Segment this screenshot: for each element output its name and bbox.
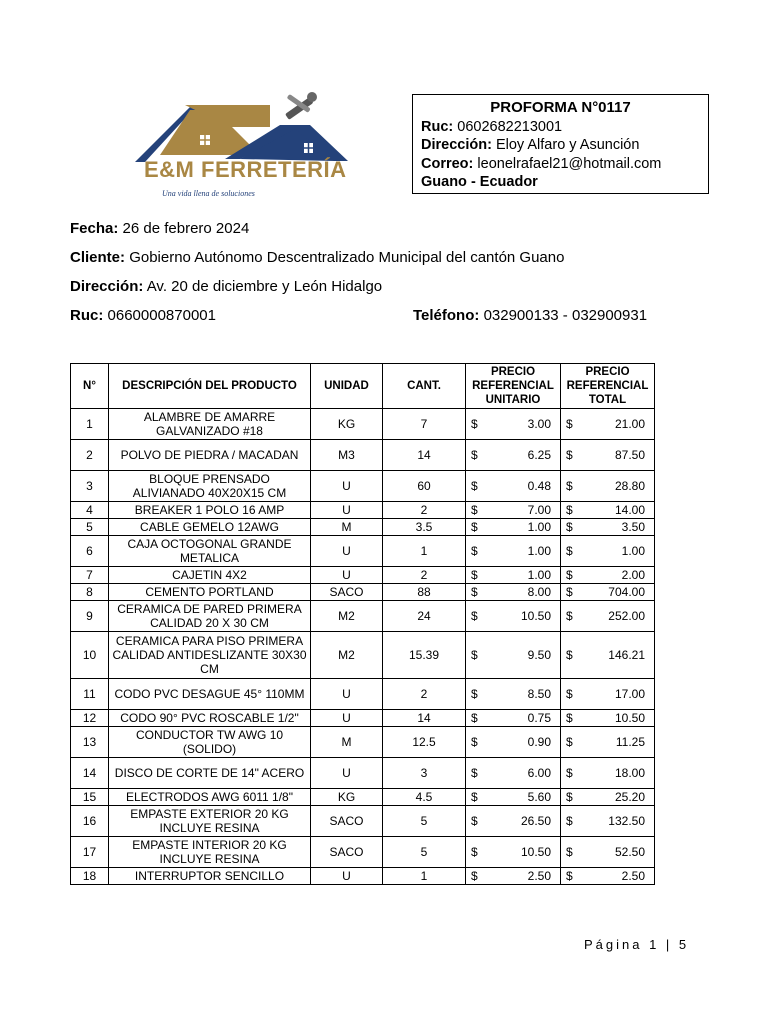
row-quantity: 7 (383, 409, 466, 440)
currency-symbol: $ (566, 503, 573, 517)
amount: 8.50 (527, 687, 551, 701)
row-unit-price (466, 440, 561, 471)
currency-symbol: $ (566, 479, 573, 493)
row-quantity: 12.5 (383, 727, 466, 758)
amount: 0.90 (527, 735, 551, 749)
row-quantity: 88 (383, 584, 466, 601)
currency-symbol: $ (471, 520, 478, 534)
direccion-field: Dirección: Av. 20 de diciembre y León Hidalgo (70, 278, 383, 295)
amount: 704.00 (608, 585, 645, 599)
row-quantity: 5 (383, 837, 466, 868)
table-row (71, 584, 655, 601)
currency-symbol: $ (471, 503, 478, 517)
currency-symbol: $ (566, 648, 573, 662)
amount: 10.50 (520, 845, 551, 859)
currency-symbol: $ (471, 869, 478, 883)
row-unit-price (466, 519, 561, 536)
row-number: 14 (71, 758, 109, 789)
row-unit-price (466, 567, 561, 584)
row-quantity: 2 (383, 679, 466, 710)
row-unit: U (311, 758, 383, 789)
row-description: CODO 90° PVC ROSCABLE 1/2" (109, 710, 311, 727)
ruc-field: Ruc: 0660000870001 (70, 307, 216, 324)
row-total (561, 409, 655, 440)
row-number: 6 (71, 536, 109, 567)
amount: 5.60 (527, 790, 551, 804)
proforma-box (412, 94, 709, 194)
row-description: CONDUCTOR TW AWG 10 (SOLIDO) (109, 727, 311, 758)
row-unit-price (466, 679, 561, 710)
row-quantity: 4.5 (383, 789, 466, 806)
currency-symbol: $ (566, 585, 573, 599)
row-unit: U (311, 679, 383, 710)
row-total (561, 727, 655, 758)
table-row (71, 567, 655, 584)
table-row (71, 632, 655, 679)
currency-symbol: $ (471, 814, 478, 828)
amount: 2.50 (527, 869, 551, 883)
row-unit-price (466, 471, 561, 502)
table-row (71, 758, 655, 789)
row-number: 11 (71, 679, 109, 710)
row-unit: U (311, 536, 383, 567)
table-row (71, 502, 655, 519)
currency-symbol: $ (471, 568, 478, 582)
amount: 18.00 (614, 766, 645, 780)
row-quantity: 14 (383, 710, 466, 727)
currency-symbol: $ (566, 790, 573, 804)
row-unit-price (466, 727, 561, 758)
currency-symbol: $ (471, 845, 478, 859)
amount: 3.50 (621, 520, 645, 534)
row-unit-price (466, 536, 561, 567)
row-description: BREAKER 1 POLO 16 AMP (109, 502, 311, 519)
row-unit: M3 (311, 440, 383, 471)
row-unit-price (466, 584, 561, 601)
row-number: 8 (71, 584, 109, 601)
amount: 1.00 (527, 544, 551, 558)
row-number: 4 (71, 502, 109, 519)
row-total (561, 758, 655, 789)
table-row (71, 806, 655, 837)
row-number: 16 (71, 806, 109, 837)
currency-symbol: $ (471, 648, 478, 662)
proforma-title: PROFORMA N°0117 (490, 99, 631, 116)
currency-symbol: $ (566, 735, 573, 749)
cliente-field: Cliente: Gobierno Autónomo Descentralizado Municipal del cantón Guano (70, 249, 565, 266)
amount: 10.50 (520, 609, 551, 623)
row-quantity: 2 (383, 567, 466, 584)
amount: 17.00 (614, 687, 645, 701)
row-number: 9 (71, 601, 109, 632)
tools-icon (280, 91, 320, 127)
row-description: EMPASTE INTERIOR 20 KG INCLUYE RESINA (109, 837, 311, 868)
row-unit: U (311, 868, 383, 885)
proforma-location: Guano - Ecuador (421, 174, 538, 190)
row-total (561, 519, 655, 536)
row-unit: SACO (311, 806, 383, 837)
amount: 6.00 (527, 766, 551, 780)
row-description: CABLE GEMELO 12AWG (109, 519, 311, 536)
currency-symbol: $ (566, 687, 573, 701)
row-description: BLOQUE PRENSADO ALIVIANADO 40X20X15 CM (109, 471, 311, 502)
currency-symbol: $ (471, 790, 478, 804)
table-row (71, 471, 655, 502)
row-unit-price (466, 806, 561, 837)
header-precio-total: PRECIO REFERENCIAL TOTAL (561, 364, 655, 409)
row-total (561, 567, 655, 584)
row-unit: M (311, 727, 383, 758)
row-description: ELECTRODOS AWG 6011 1/8" (109, 789, 311, 806)
logo-name: E&M FERRETERÍA (144, 157, 347, 182)
row-unit-price (466, 502, 561, 519)
row-quantity: 2 (383, 502, 466, 519)
header-precio-unitario: PRECIO REFERENCIAL UNITARIO (466, 364, 561, 409)
row-quantity: 5 (383, 806, 466, 837)
row-total (561, 584, 655, 601)
row-number: 10 (71, 632, 109, 679)
currency-symbol: $ (566, 417, 573, 431)
amount: 9.50 (527, 648, 551, 662)
currency-symbol: $ (566, 869, 573, 883)
header-n: N° (71, 364, 109, 409)
logo-tagline: Una vida llena de soluciones (162, 189, 255, 198)
row-number: 1 (71, 409, 109, 440)
row-unit: U (311, 567, 383, 584)
row-description: INTERRUPTOR SENCILLO (109, 868, 311, 885)
page-number: Página 1 | 5 (584, 937, 690, 952)
amount: 3.00 (527, 417, 551, 431)
currency-symbol: $ (471, 735, 478, 749)
table-row (71, 440, 655, 471)
proforma-direccion: Dirección: Eloy Alfaro y Asunción (421, 137, 640, 153)
amount: 1.00 (527, 520, 551, 534)
row-unit-price (466, 789, 561, 806)
currency-symbol: $ (566, 814, 573, 828)
row-description: CEMENTO PORTLAND (109, 584, 311, 601)
amount: 26.50 (520, 814, 551, 828)
currency-symbol: $ (566, 448, 573, 462)
currency-symbol: $ (471, 417, 478, 431)
amount: 25.20 (614, 790, 645, 804)
row-total (561, 601, 655, 632)
row-unit-price (466, 632, 561, 679)
table-header-row (71, 364, 655, 409)
row-unit: U (311, 502, 383, 519)
row-quantity: 3.5 (383, 519, 466, 536)
row-quantity: 14 (383, 440, 466, 471)
amount: 0.75 (527, 711, 551, 725)
row-total (561, 502, 655, 519)
row-number: 2 (71, 440, 109, 471)
row-number: 13 (71, 727, 109, 758)
table-row (71, 710, 655, 727)
proforma-ruc: Ruc: 0602682213001 (421, 118, 563, 135)
table-row (71, 536, 655, 567)
row-quantity: 15.39 (383, 632, 466, 679)
telefono-field: Teléfono: 032900133 - 032900931 (413, 307, 648, 324)
row-total (561, 679, 655, 710)
currency-symbol: $ (566, 568, 573, 582)
row-total (561, 471, 655, 502)
row-unit: U (311, 471, 383, 502)
currency-symbol: $ (471, 585, 478, 599)
row-quantity: 1 (383, 868, 466, 885)
row-description: CODO PVC DESAGUE 45° 110MM (109, 679, 311, 710)
row-unit: KG (311, 789, 383, 806)
row-number: 15 (71, 789, 109, 806)
row-total (561, 789, 655, 806)
amount: 132.50 (608, 814, 645, 828)
row-unit: SACO (311, 584, 383, 601)
row-unit-price (466, 758, 561, 789)
row-description: CAJA OCTOGONAL GRANDE METALICA (109, 536, 311, 567)
row-quantity: 60 (383, 471, 466, 502)
row-unit-price (466, 837, 561, 868)
row-description: CERAMICA PARA PISO PRIMERA CALIDAD ANTIDESLIZANTE 30X30 CM (109, 632, 311, 679)
table-row (71, 679, 655, 710)
amount: 21.00 (614, 417, 645, 431)
row-unit: M2 (311, 601, 383, 632)
row-number: 3 (71, 471, 109, 502)
amount: 1.00 (621, 544, 645, 558)
row-unit: M (311, 519, 383, 536)
table-row (71, 837, 655, 868)
amount: 87.50 (614, 448, 645, 462)
amount: 2.50 (621, 869, 645, 883)
currency-symbol: $ (471, 766, 478, 780)
header-descripcion: DESCRIPCIÓN DEL PRODUCTO (109, 364, 311, 409)
row-unit-price (466, 409, 561, 440)
row-total (561, 440, 655, 471)
currency-symbol: $ (471, 711, 478, 725)
row-number: 12 (71, 710, 109, 727)
currency-symbol: $ (471, 479, 478, 493)
row-description: ALAMBRE DE AMARRE GALVANIZADO #18 (109, 409, 311, 440)
table-row (71, 601, 655, 632)
amount: 146.21 (608, 648, 645, 662)
row-quantity: 24 (383, 601, 466, 632)
amount: 14.00 (614, 503, 645, 517)
row-number: 7 (71, 567, 109, 584)
house-roof-icon (130, 95, 355, 165)
currency-symbol: $ (566, 766, 573, 780)
amount: 8.00 (527, 585, 551, 599)
currency-symbol: $ (566, 609, 573, 623)
currency-symbol: $ (471, 609, 478, 623)
row-unit: KG (311, 409, 383, 440)
row-unit: U (311, 710, 383, 727)
row-total (561, 536, 655, 567)
table-row (71, 789, 655, 806)
currency-symbol: $ (566, 711, 573, 725)
row-quantity: 1 (383, 536, 466, 567)
header-unidad: UNIDAD (311, 364, 383, 409)
row-total (561, 806, 655, 837)
amount: 7.00 (527, 503, 551, 517)
amount: 10.50 (614, 711, 645, 725)
table-row (71, 519, 655, 536)
row-unit: SACO (311, 837, 383, 868)
row-quantity: 3 (383, 758, 466, 789)
amount: 11.25 (615, 735, 645, 749)
amount: 252.00 (608, 609, 645, 623)
row-total (561, 868, 655, 885)
row-unit-price (466, 601, 561, 632)
row-description: EMPASTE EXTERIOR 20 KG INCLUYE RESINA (109, 806, 311, 837)
items-table (70, 363, 655, 885)
row-total (561, 632, 655, 679)
currency-symbol: $ (566, 520, 573, 534)
amount: 52.50 (614, 845, 645, 859)
row-total (561, 710, 655, 727)
row-unit-price (466, 710, 561, 727)
row-total (561, 837, 655, 868)
row-unit-price (466, 868, 561, 885)
row-description: CERAMICA DE PARED PRIMERA CALIDAD 20 X 30 CM (109, 601, 311, 632)
amount: 2.00 (621, 568, 645, 582)
row-description: CAJETIN 4X2 (109, 567, 311, 584)
currency-symbol: $ (471, 448, 478, 462)
row-number: 18 (71, 868, 109, 885)
row-unit: M2 (311, 632, 383, 679)
currency-symbol: $ (566, 845, 573, 859)
table-row (71, 868, 655, 885)
table-row (71, 409, 655, 440)
fecha-field: Fecha: 26 de febrero 2024 (70, 220, 250, 237)
currency-symbol: $ (471, 687, 478, 701)
row-number: 17 (71, 837, 109, 868)
amount: 1.00 (527, 568, 551, 582)
amount: 6.25 (527, 448, 551, 462)
row-description: POLVO DE PIEDRA / MACADAN (109, 440, 311, 471)
header-cantidad: CANT. (383, 364, 466, 409)
amount: 0.48 (527, 479, 551, 493)
table-row (71, 727, 655, 758)
row-number: 5 (71, 519, 109, 536)
currency-symbol: $ (471, 544, 478, 558)
row-description: DISCO DE CORTE DE 14" ACERO (109, 758, 311, 789)
amount: 28.80 (614, 479, 645, 493)
proforma-correo: Correo: leonelrafael21@hotmail.com (421, 155, 662, 172)
company-logo (130, 95, 355, 210)
currency-symbol: $ (566, 544, 573, 558)
